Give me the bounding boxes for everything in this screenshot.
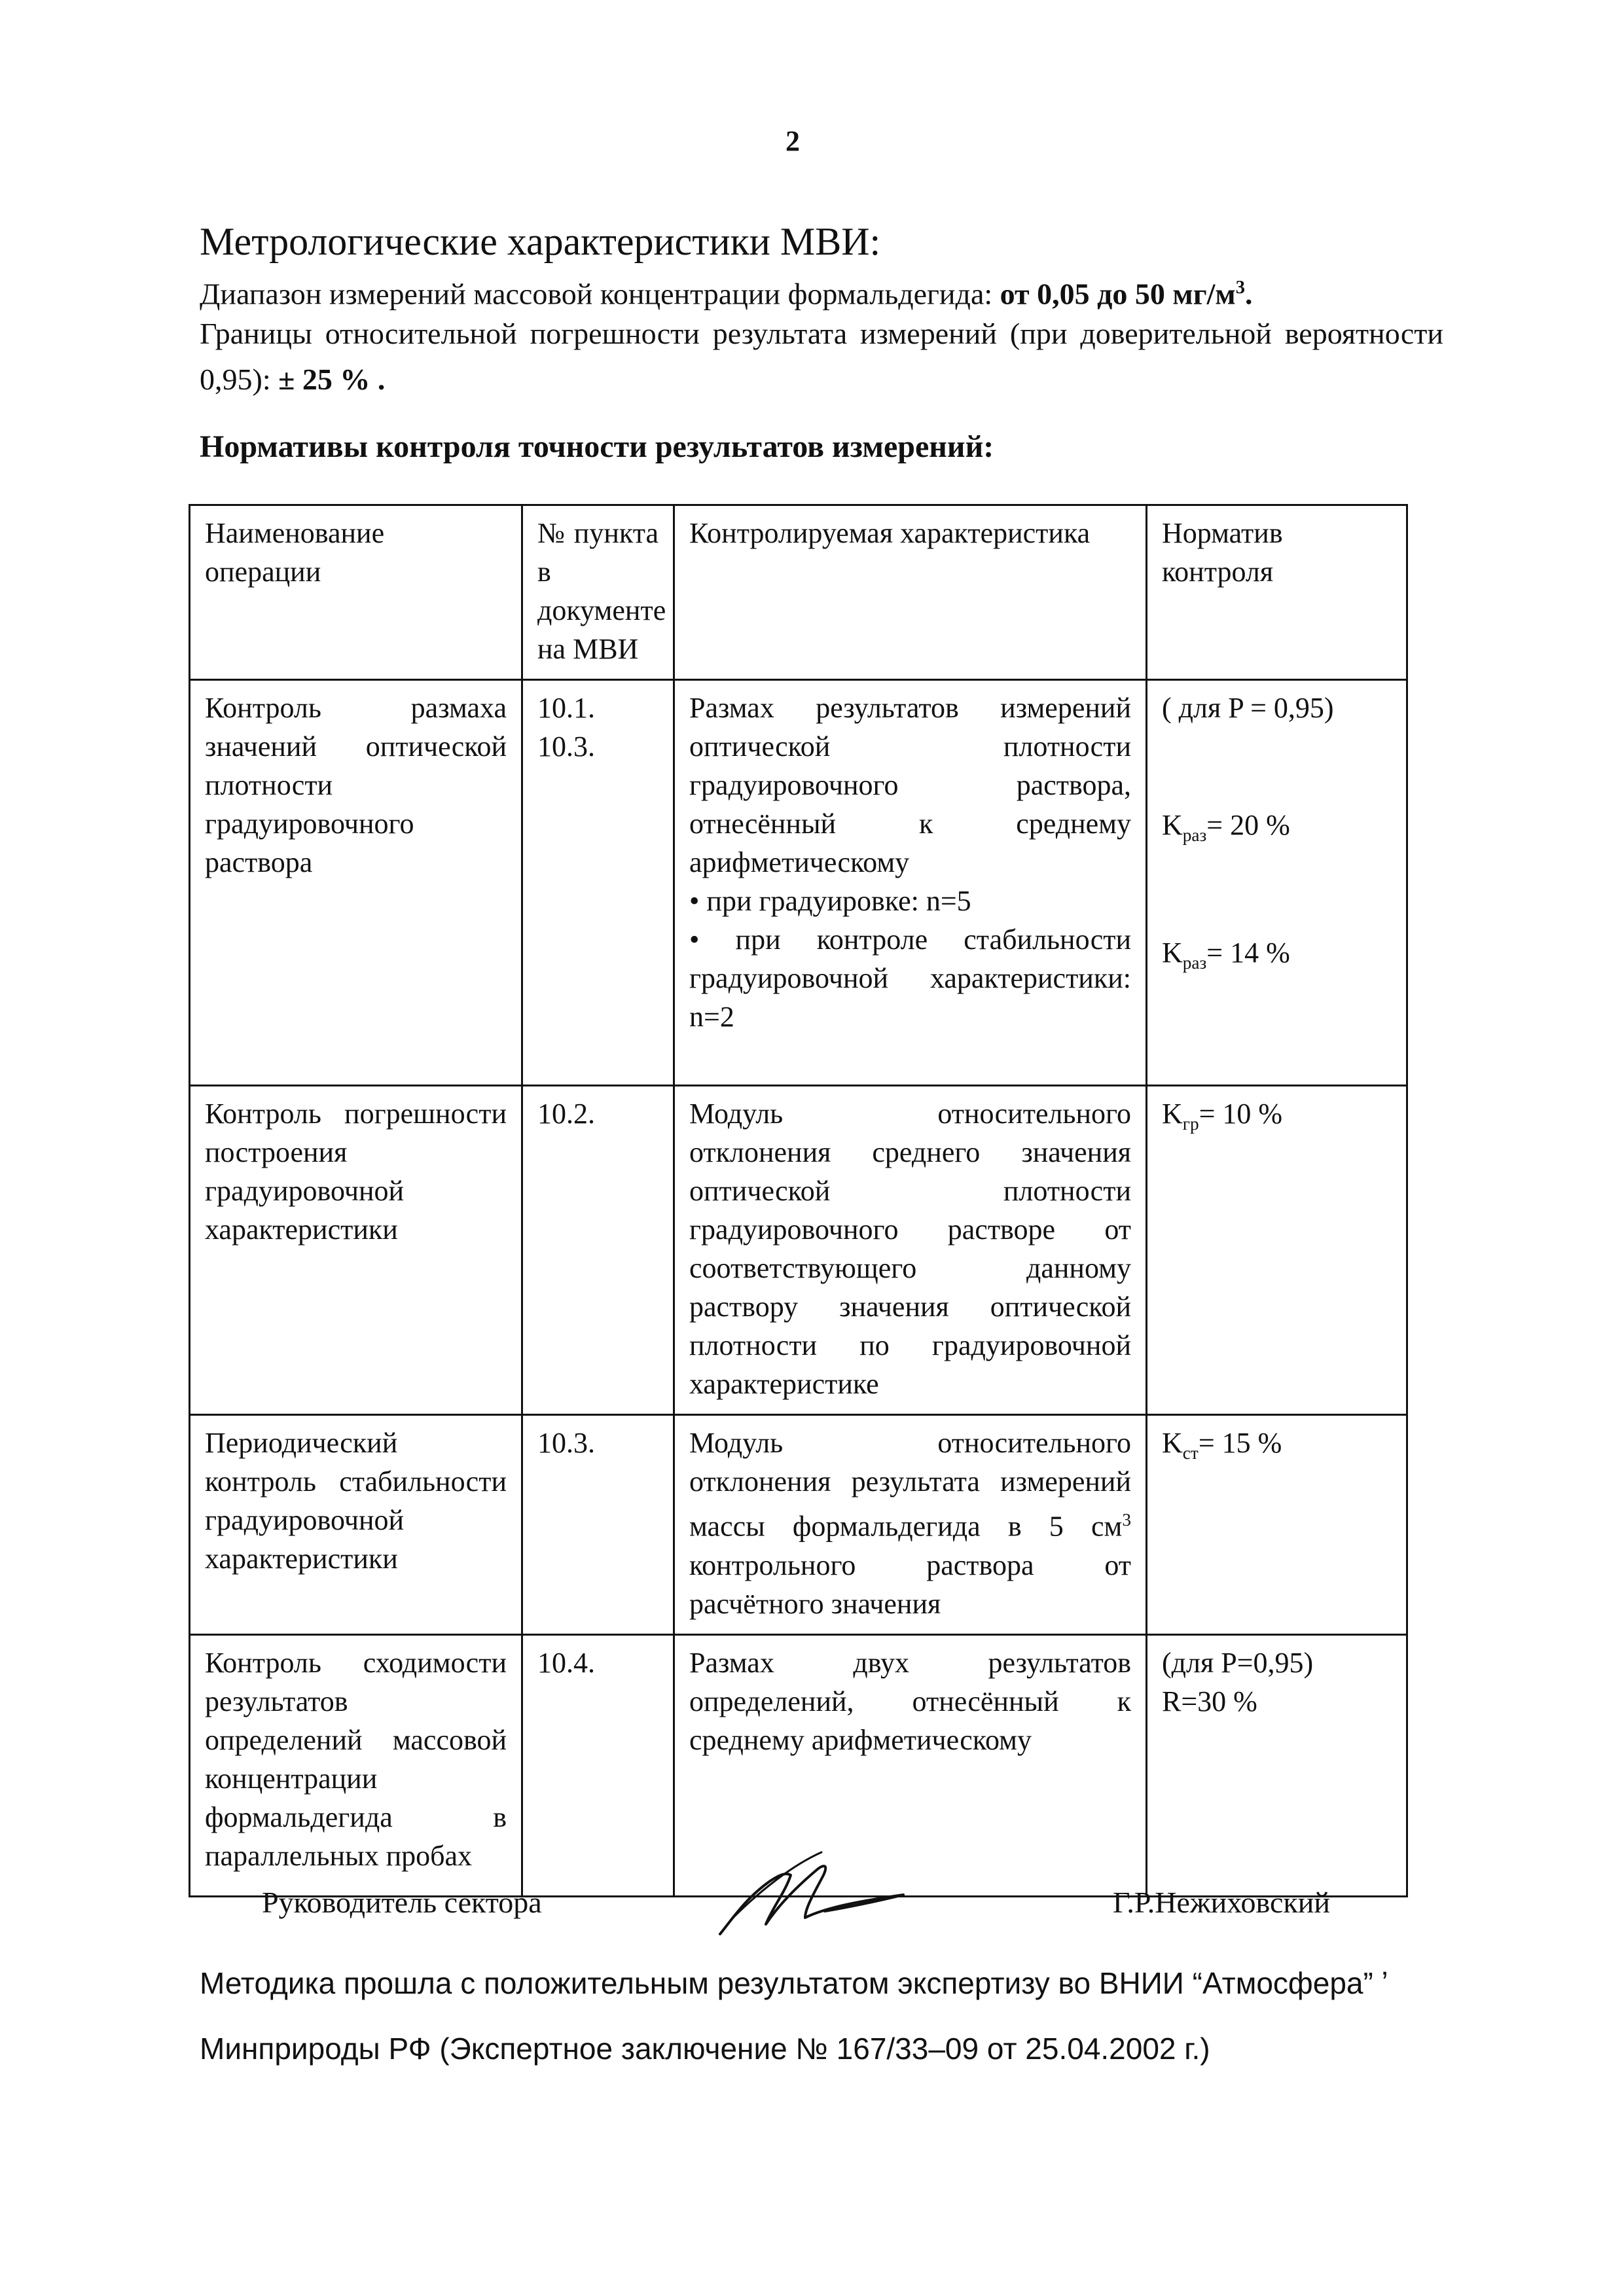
error-text: Границы относительной погрешности результата измерений (при доверительной вероятности 0,95): [200, 317, 1443, 396]
expertise-note [200, 1950, 1476, 2081]
page-number: 2 [785, 125, 800, 157]
header-operation: Наименование операции [190, 505, 522, 680]
row3-operation: Периодический контроль стабильности градуировочной характеристики [190, 1415, 522, 1635]
row1-characteristic-text: Размах результатов измерений оптической плотности градуировочного раствора, отнесённый к среднему арифметическому [689, 692, 1131, 878]
expertise-line-2: Минприроды РФ (Экспертное заключение № 167/33–09 от 25.04.2002 г.) [200, 2032, 1210, 2066]
row3-characteristic: Модуль относительного отклонения результата измерений массы формальдегида в 5 $см^3$ контрольного раствора от расчётного значения [674, 1415, 1147, 1635]
row4-clause: 10.4. [522, 1634, 674, 1896]
row1-bullet-2: • при контроле стабильности градуировочной характеристики: n=2 [689, 924, 1132, 1033]
row1-clause [522, 680, 674, 1086]
row1-norm-note: ( для P = 0,95) [1162, 692, 1334, 724]
table-header-row [190, 505, 1407, 680]
row1-operation: Контроль размаха значений оптической плотности градуировочного раствора [190, 680, 522, 1086]
row1-norm [1147, 680, 1407, 1086]
table-row [190, 1086, 1407, 1415]
row4-characteristic: Размах двух результатов определений, отнесённый к среднему арифметическому [674, 1634, 1147, 1896]
row1-clause-1: 10.1. [537, 692, 595, 724]
row2-characteristic: Модуль относительного отклонения среднего значения оптической плотности градуировочного растворе от соответствующего данному раствору значения оптической плотности по градуировочной характеристике [674, 1086, 1147, 1415]
range-text: Диапазон измерений массовой концентрации формальдегида: [200, 277, 1000, 311]
row1-characteristic [674, 680, 1147, 1086]
row3-norm: $K_{ст}= 15$ % [1147, 1415, 1407, 1635]
error-value: ± 25 % [278, 363, 370, 396]
row4-norm [1147, 1634, 1407, 1896]
range-unit-sup: 3 [1235, 278, 1245, 298]
range-tail: . [1245, 277, 1253, 311]
error-bounds [200, 311, 1443, 403]
row3-clause: 10.3. [522, 1415, 674, 1635]
range-value: от 0,05 до 50 мг/м [1000, 277, 1236, 311]
row1-norm-2: $K_{раз}= 14$ % [1162, 936, 1290, 973]
row1-bullet-1-text: при градуировке: n=5 [706, 885, 971, 917]
signatory-position: Руководитель сектора [262, 1886, 542, 1919]
row1-clause-2: 10.3. [537, 730, 595, 762]
norms-table [189, 504, 1408, 1897]
row1-bullet-1: • при градуировке: n=5 [689, 885, 971, 917]
row4-operation: Контроль сходимости результатов определений массовой концентрации формальдегида в параллельных пробах [190, 1634, 522, 1896]
measurement-range [200, 265, 1443, 317]
row4-norm-value: R=30 % [1162, 1685, 1257, 1717]
header-characteristic: Контролируемая характеристика [674, 505, 1147, 680]
row1-bullet-2-text: при контроле стабильности градуировочной характеристики: n=2 [689, 924, 1132, 1033]
row4-norm-note: (для P=0,95) [1162, 1646, 1314, 1679]
table-row [190, 1415, 1407, 1635]
row2-clause: 10.2. [522, 1086, 674, 1415]
error-tail: . [370, 363, 386, 396]
signatory-name: Г.Р.Нежиховский [1113, 1886, 1330, 1919]
table-row [190, 680, 1407, 1086]
header-norm: Норматив контроля [1147, 505, 1407, 680]
row2-norm: $K_{гр}= 10$ % [1147, 1086, 1407, 1415]
section-title: Нормативы контроля точности результатов измерений: [200, 429, 994, 464]
expertise-line-1: Методика прошла с положительным результатом экспертизу во ВНИИ “Атмосфера” ʼ [200, 1966, 1388, 2000]
page-heading: Метрологические характеристики МВИ: [200, 220, 881, 263]
header-clause: № пункта в документе на МВИ [522, 505, 674, 680]
row1-norm-1: $K_{раз}= 20$ % [1162, 809, 1290, 845]
signature-graphic [707, 1846, 923, 1944]
row2-operation: Контроль погрешности построения градуировочной характеристики [190, 1086, 522, 1415]
